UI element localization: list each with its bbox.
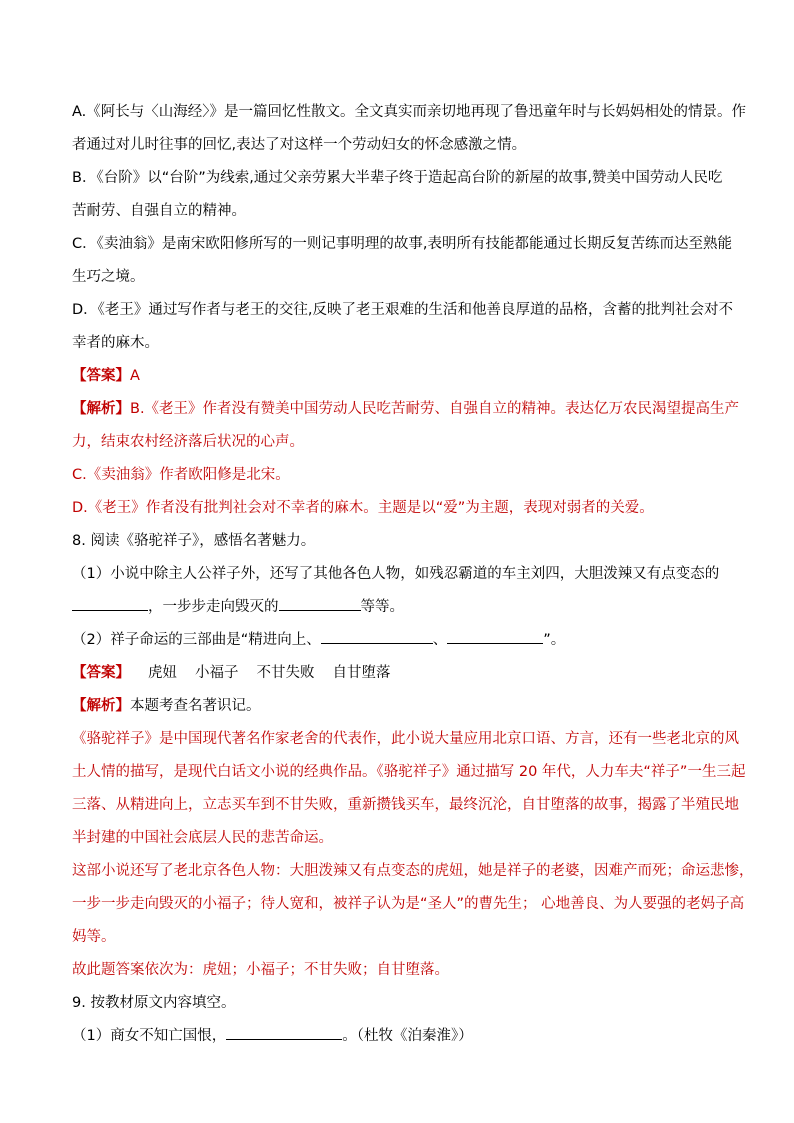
analysis-1-line1 [72, 393, 740, 426]
analysis-2-line1: 《骆驼祥子》是中国现代著名作家老舍的代表作，此小说大量应用北京口语、方言，还有一些老北京的风 [72, 731, 739, 747]
answer-item: 小福子 [195, 665, 239, 681]
analysis-text: 本题考查名著识记。 [130, 698, 261, 714]
question-9-sub1 [72, 1020, 710, 1053]
question-8-sub1-line1: （1）小说中除主人公祥子外，还写了其他各色人物，如残忍霸道的车主刘四，大胆泼辣又有点变态的 [72, 566, 720, 582]
question-8-sub1-line2 [72, 591, 710, 624]
blank-5[interactable] [226, 1027, 342, 1040]
answer-2 [72, 657, 710, 690]
option-b-line2: 苦耐劳、自强自立的精神。 [72, 203, 246, 219]
answer-tag: 【答案】 [72, 368, 130, 384]
option-d-line2: 幸者的麻木。 [72, 335, 159, 351]
question-text: （2）祥子命运的三部曲是“精进向上、 [72, 632, 321, 648]
option-a-line2: 者通过对儿时往事的回忆,表达了对这样一个劳动妇女的怀念感激之情。 [72, 137, 527, 153]
question-text: （1）商女不知亡国恨， [72, 1028, 227, 1044]
analysis-tag: 【解析】 [72, 698, 130, 714]
analysis-2-line2: 土人情的描写，是现代白话文小说的经典作品。《骆驼祥子》通过描写 20 年代，人力车夫“祥子”一生三起 [72, 764, 746, 780]
option-c-line2: 生巧之境。 [72, 269, 145, 285]
answer-value: A [130, 368, 140, 384]
question-text: ，一步步走向毁灭的 [148, 599, 279, 615]
answer-item: 不甘失败 [256, 665, 315, 681]
blank-4[interactable] [447, 631, 543, 644]
blank-3[interactable] [321, 631, 433, 644]
analysis-2-line8: 故此题答案依次为：虎妞；小福子；不甘失败；自甘堕落。 [72, 962, 449, 978]
analysis-1-line2: 力，结束农村经济落后状况的心声。 [72, 434, 304, 450]
blank-1[interactable] [72, 598, 148, 611]
analysis-2-line4: 半封建的中国社会底层人民的悲苦命运。 [72, 830, 333, 846]
question-8-title: 8. 阅读《骆驼祥子》，感悟名著魅力。 [72, 533, 316, 549]
option-a-line1: A.《阿长与〈山海经〉》是一篇回忆性散文。全文真实而亲切地再现了鲁迅童年时与长妈妈相处的情景。作 [72, 104, 747, 120]
answer-item: 自甘堕落 [332, 665, 391, 681]
analysis-2-intro [72, 690, 710, 723]
analysis-2-line5: 这部小说还写了老北京各色人物：大胆泼辣又有点变态的虎妞，她是祥子的老婆，因难产而死；命运悲惨， [72, 863, 754, 879]
question-text: ”。 [543, 632, 566, 648]
option-d-line1: D．《老王》通过写作者与老王的交往,反映了老王艰难的生活和他善良厚道的品格，含蓄的批判社会对不 [72, 302, 734, 318]
answer-item: 虎妞 [148, 665, 177, 681]
analysis-2-line6: 一步一步走向毁灭的小福子；待人宽和，被祥子认为是“圣人”的曹先生； 心地善良、为人要强的老妈子高 [72, 896, 745, 912]
analysis-tag: 【解析】 [72, 401, 130, 417]
analysis-1-line3: C.《卖油翁》作者欧阳修是北宋。 [72, 467, 290, 483]
blank-2[interactable] [279, 598, 361, 611]
question-text: 。（杜牧《泊秦淮》） [342, 1028, 473, 1044]
analysis-1-line4: D.《老王》作者没有批判社会对不幸者的麻木。主题是以“爱”为主题，表现对弱者的关爱。 [72, 500, 654, 516]
analysis-text: B.《老王》作者没有赞美中国劳动人民吃苦耐劳、自强自立的精神。表达亿万农民渴望提高生产 [130, 401, 740, 417]
question-text: 等等。 [360, 599, 404, 615]
analysis-2-line7: 妈等。 [72, 929, 116, 945]
answer-tag: 【答案】 [72, 665, 130, 681]
answer-1 [72, 360, 710, 393]
question-9-title: 9. 按教材原文内容填空。 [72, 995, 236, 1011]
analysis-2-line3: 三落、从精进向上，立志买车到不甘失败，重新攒钱买车，最终沉沦，自甘堕落的故事，揭露了半殖民地 [72, 797, 739, 813]
question-8-sub2 [72, 624, 710, 657]
question-text: 、 [432, 632, 448, 648]
option-b-line1: B．《台阶》以“台阶”为线索,通过父亲劳累大半辈子终于造起高台阶的新屋的故事,赞美中国劳动人民吃 [72, 170, 723, 186]
option-c-line1: C．《卖油翁》是南宋欧阳修所写的一则记事明理的故事,表明所有技能都能通过长期反复苦练而达至熟能 [72, 236, 732, 252]
